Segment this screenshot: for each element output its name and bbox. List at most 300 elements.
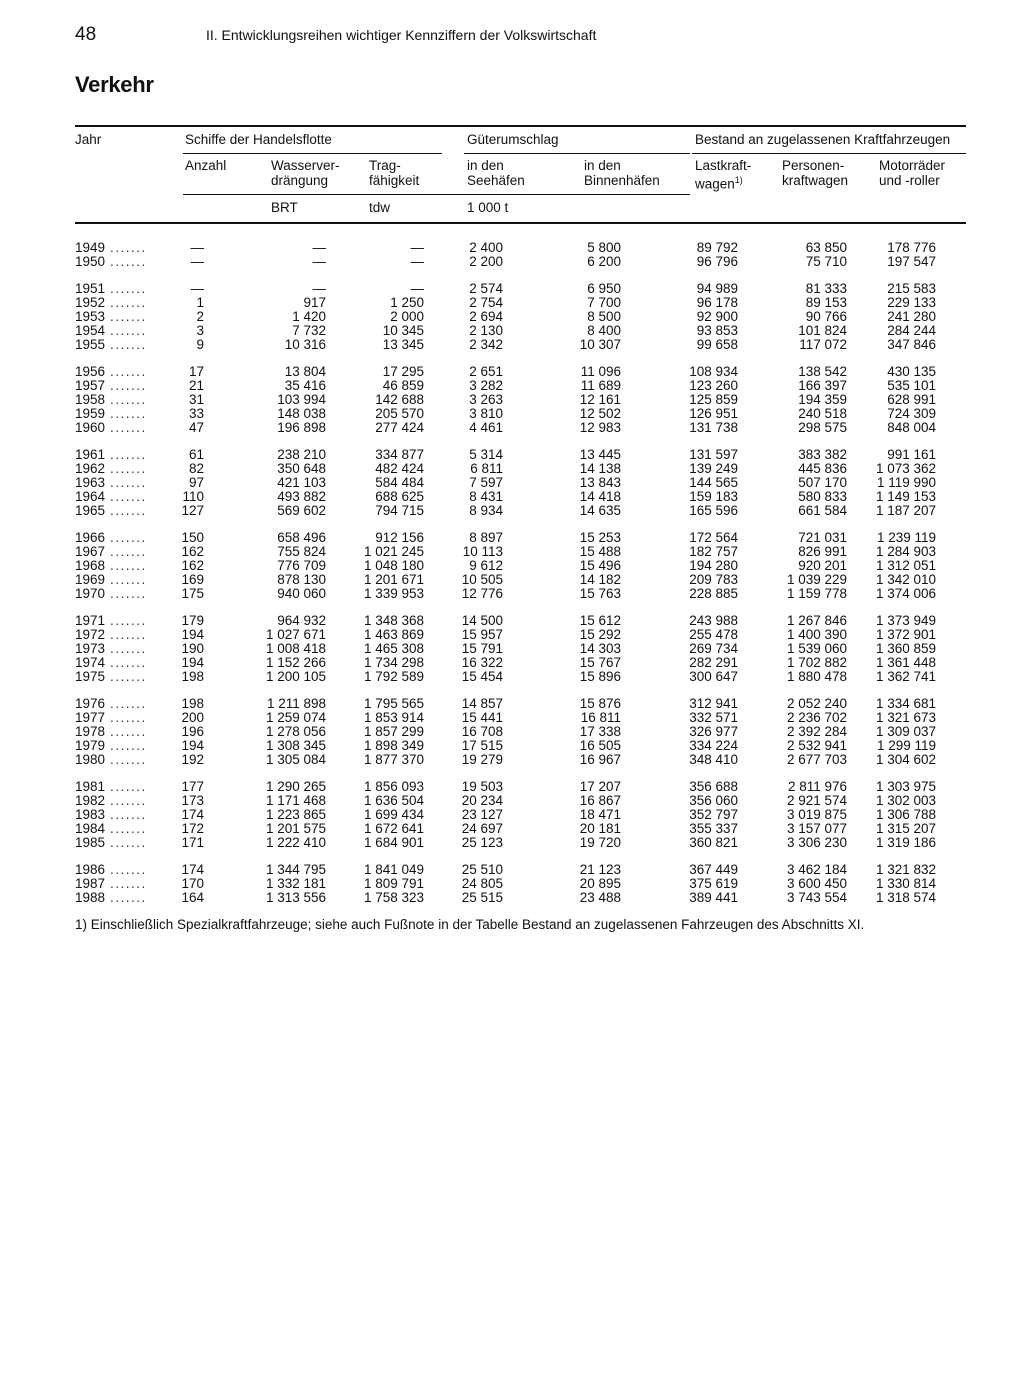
value-cell: 33 bbox=[188, 405, 204, 421]
value-cell: 96 796 bbox=[696, 253, 738, 269]
row-group bbox=[0, 780, 1024, 849]
value-cell: 126 951 bbox=[689, 405, 738, 421]
value-cell: 3 600 450 bbox=[786, 875, 847, 891]
value-cell: 332 571 bbox=[689, 709, 738, 725]
header-displacement bbox=[271, 158, 340, 188]
value-cell: 1 321 832 bbox=[875, 861, 936, 877]
leader-dots: ....... bbox=[110, 640, 147, 656]
value-cell: 90 766 bbox=[805, 309, 847, 325]
value-cell: 164 bbox=[181, 889, 204, 905]
value-cell: 347 846 bbox=[887, 336, 936, 352]
leader-dots: ....... bbox=[110, 309, 147, 325]
table-row bbox=[0, 614, 1024, 628]
table-row bbox=[0, 891, 1024, 905]
value-cell: 17 515 bbox=[461, 737, 503, 753]
value-cell: 1 308 345 bbox=[265, 737, 326, 753]
value-cell: 46 859 bbox=[382, 378, 424, 394]
year-cell: 1956 bbox=[75, 364, 106, 380]
value-cell: 794 715 bbox=[375, 502, 424, 518]
value-cell: — bbox=[190, 253, 204, 269]
value-cell: 23 127 bbox=[461, 806, 503, 822]
value-cell: 912 156 bbox=[375, 530, 424, 546]
value-cell: 507 170 bbox=[798, 474, 847, 490]
value-cell: 1 463 869 bbox=[363, 626, 424, 642]
row-group bbox=[0, 241, 1024, 269]
year-cell: 1985 bbox=[75, 834, 106, 850]
value-cell: 1 342 010 bbox=[875, 571, 936, 587]
table-row bbox=[0, 780, 1024, 794]
value-cell: 878 130 bbox=[277, 571, 326, 587]
value-cell: 103 994 bbox=[277, 392, 326, 408]
value-cell: 940 060 bbox=[277, 585, 326, 601]
value-cell: 334 224 bbox=[689, 737, 738, 753]
value-cell: 1 856 093 bbox=[363, 779, 424, 794]
header-seaports-line1: in den bbox=[467, 158, 504, 173]
table-row bbox=[0, 697, 1024, 711]
value-cell: 3 019 875 bbox=[786, 806, 847, 822]
value-cell: 584 484 bbox=[375, 474, 424, 490]
value-cell: 1 313 556 bbox=[265, 889, 326, 905]
value-cell: 15 957 bbox=[461, 626, 503, 642]
value-cell: 367 449 bbox=[689, 861, 738, 877]
value-cell: 21 123 bbox=[579, 861, 621, 877]
value-cell: 1 305 084 bbox=[265, 751, 326, 767]
value-cell: 15 292 bbox=[579, 626, 621, 642]
header-trucks bbox=[695, 158, 751, 192]
value-cell: 5 314 bbox=[469, 447, 503, 463]
year-cell: 1987 bbox=[75, 875, 106, 891]
value-cell: 1 021 245 bbox=[363, 544, 424, 560]
value-cell: 1 362 741 bbox=[875, 668, 936, 684]
value-cell: 194 359 bbox=[798, 392, 847, 408]
section-title: Verkehr bbox=[75, 72, 154, 97]
value-cell: 170 bbox=[181, 875, 204, 891]
table-row bbox=[0, 296, 1024, 310]
value-cell: 2 651 bbox=[469, 364, 503, 380]
value-cell: 117 072 bbox=[799, 336, 847, 352]
value-cell: 991 161 bbox=[887, 447, 936, 463]
value-cell: 2 677 703 bbox=[786, 751, 847, 767]
value-cell: 75 710 bbox=[805, 253, 847, 269]
value-cell: 205 570 bbox=[375, 405, 424, 421]
value-cell: 10 505 bbox=[461, 571, 503, 587]
value-cell: 171 bbox=[181, 834, 204, 850]
value-cell: 284 244 bbox=[887, 322, 936, 338]
value-cell: 658 496 bbox=[277, 530, 326, 546]
value-cell: 12 502 bbox=[579, 405, 621, 421]
footnote: 1) Einschließlich Spezialkraftfahrzeuge; siehe auch Fußnote in der Tabelle Bestand an zugelassenen Fahrzeugen des Abschnitts XI. bbox=[75, 917, 865, 932]
table-row bbox=[0, 739, 1024, 753]
value-cell: 1 334 681 bbox=[875, 696, 936, 712]
value-cell: 142 688 bbox=[375, 392, 424, 408]
value-cell: 196 898 bbox=[277, 419, 326, 435]
value-cell: 360 821 bbox=[689, 834, 738, 850]
year-cell: 1975 bbox=[75, 668, 106, 684]
leader-dots: ....... bbox=[110, 723, 147, 739]
page-number: 48 bbox=[75, 24, 97, 45]
value-cell: 15 763 bbox=[579, 585, 621, 601]
value-cell: 16 811 bbox=[580, 709, 621, 725]
table-row bbox=[0, 656, 1024, 670]
value-cell: 1 373 949 bbox=[875, 613, 936, 629]
table-row bbox=[0, 545, 1024, 559]
value-cell: 282 291 bbox=[689, 654, 738, 670]
leader-dots: ....... bbox=[110, 405, 147, 421]
leader-dots: ....... bbox=[110, 889, 147, 905]
value-cell: 1 465 308 bbox=[363, 640, 424, 656]
value-cell: 326 977 bbox=[689, 723, 738, 739]
value-cell: 13 345 bbox=[382, 336, 424, 352]
value-cell: 101 824 bbox=[798, 322, 847, 338]
year-cell: 1958 bbox=[75, 392, 106, 408]
value-cell: 1 330 814 bbox=[875, 875, 936, 891]
value-cell: — bbox=[190, 240, 204, 255]
leader-dots: ....... bbox=[110, 834, 147, 850]
value-cell: 383 382 bbox=[798, 447, 847, 463]
value-cell: 1 312 051 bbox=[875, 557, 936, 573]
value-cell: 1 200 105 bbox=[265, 668, 326, 684]
value-cell: 194 bbox=[181, 626, 204, 642]
header-trucks-line1: Lastkraft- bbox=[695, 158, 752, 173]
leader-dots: ....... bbox=[110, 392, 147, 408]
value-cell: 228 885 bbox=[689, 585, 738, 601]
value-cell: 1 073 362 bbox=[875, 461, 936, 477]
year-cell: 1981 bbox=[75, 779, 106, 794]
value-cell: — bbox=[410, 240, 424, 255]
leader-dots: ....... bbox=[110, 378, 147, 394]
value-cell: 1 318 574 bbox=[875, 889, 936, 905]
value-cell: 12 776 bbox=[461, 585, 503, 601]
value-cell: 162 bbox=[181, 544, 204, 560]
year-cell: 1963 bbox=[75, 474, 106, 490]
value-cell: 238 210 bbox=[277, 447, 326, 463]
header-capacity-line2: fähigkeit bbox=[369, 173, 420, 188]
value-cell: 4 461 bbox=[469, 419, 503, 435]
leader-dots: ....... bbox=[110, 875, 147, 891]
value-cell: 1 250 bbox=[390, 295, 424, 311]
value-cell: 2 754 bbox=[469, 295, 503, 311]
value-cell: 190 bbox=[181, 640, 204, 656]
value-cell: — bbox=[312, 281, 326, 297]
table-row bbox=[0, 559, 1024, 573]
value-cell: 1 284 903 bbox=[875, 544, 936, 560]
year-cell: 1968 bbox=[75, 557, 106, 573]
value-cell: 1 857 299 bbox=[363, 723, 424, 739]
value-cell: 1 299 119 bbox=[876, 737, 936, 753]
value-cell: 174 bbox=[181, 806, 204, 822]
table-row bbox=[0, 587, 1024, 601]
value-cell: 200 bbox=[181, 709, 204, 725]
value-cell: 1 420 bbox=[292, 309, 326, 325]
row-group bbox=[0, 448, 1024, 517]
leader-dots: ....... bbox=[110, 253, 147, 269]
value-cell: 1 211 898 bbox=[266, 696, 326, 712]
value-cell: 15 876 bbox=[579, 696, 621, 712]
value-cell: 355 337 bbox=[689, 820, 738, 836]
value-cell: 47 bbox=[188, 419, 204, 435]
year-cell: 1970 bbox=[75, 585, 106, 601]
value-cell: 255 478 bbox=[689, 626, 738, 642]
row-group bbox=[0, 614, 1024, 683]
value-cell: 350 648 bbox=[277, 461, 326, 477]
table-row bbox=[0, 407, 1024, 421]
value-cell: 2 236 702 bbox=[786, 709, 847, 725]
value-cell: 1 374 006 bbox=[875, 585, 936, 601]
value-cell: 123 260 bbox=[689, 378, 738, 394]
header-capacity-line1: Trag- bbox=[369, 158, 401, 173]
value-cell: 97 bbox=[188, 474, 204, 490]
year-cell: 1976 bbox=[75, 696, 106, 712]
header-unit-tdw: tdw bbox=[369, 200, 391, 215]
year-cell: 1986 bbox=[75, 861, 106, 877]
year-cell: 1950 bbox=[75, 253, 106, 269]
value-cell: 16 967 bbox=[579, 751, 621, 767]
value-cell: 14 303 bbox=[579, 640, 621, 656]
value-cell: 1 636 504 bbox=[363, 792, 424, 808]
value-cell: 661 584 bbox=[798, 502, 847, 518]
value-cell: 19 503 bbox=[461, 779, 503, 794]
value-cell: 1 315 207 bbox=[875, 820, 936, 836]
value-cell: 15 441 bbox=[461, 709, 503, 725]
value-cell: 8 934 bbox=[469, 502, 503, 518]
value-cell: 14 500 bbox=[461, 613, 503, 629]
value-cell: 14 418 bbox=[579, 488, 621, 504]
year-cell: 1962 bbox=[75, 461, 106, 477]
value-cell: 269 734 bbox=[689, 640, 738, 656]
value-cell: 1 360 859 bbox=[875, 640, 936, 656]
leader-dots: ....... bbox=[110, 792, 147, 808]
value-cell: 356 060 bbox=[689, 792, 738, 808]
value-cell: 13 445 bbox=[579, 447, 621, 463]
value-cell: 8 400 bbox=[587, 322, 621, 338]
header-cars bbox=[782, 158, 848, 188]
value-cell: 14 635 bbox=[579, 502, 621, 518]
value-cell: 421 103 bbox=[277, 474, 326, 490]
year-cell: 1973 bbox=[75, 640, 106, 656]
value-cell: 352 797 bbox=[689, 806, 738, 822]
leader-dots: ....... bbox=[110, 364, 147, 380]
value-cell: 2 000 bbox=[390, 309, 424, 325]
value-cell: 165 596 bbox=[689, 502, 738, 518]
header-trucks-line2-wrap bbox=[695, 173, 751, 192]
value-cell: 1 306 788 bbox=[875, 806, 936, 822]
table-row bbox=[0, 393, 1024, 407]
value-cell: 110 bbox=[182, 488, 204, 504]
value-cell: 198 bbox=[181, 668, 204, 684]
value-cell: 2 052 240 bbox=[786, 696, 847, 712]
header-unit-brt: BRT bbox=[271, 200, 298, 215]
header-capacity bbox=[369, 158, 419, 188]
value-cell: 2 532 941 bbox=[786, 737, 847, 753]
value-cell: 1 539 060 bbox=[786, 640, 847, 656]
row-group bbox=[0, 531, 1024, 600]
value-cell: 31 bbox=[188, 392, 204, 408]
value-cell: 2 200 bbox=[469, 253, 503, 269]
value-cell: 300 647 bbox=[689, 668, 738, 684]
value-cell: 1 239 119 bbox=[876, 530, 936, 546]
row-group bbox=[0, 365, 1024, 434]
value-cell: 215 583 bbox=[887, 281, 936, 297]
leader-dots: ....... bbox=[110, 447, 147, 463]
leader-dots: ....... bbox=[110, 571, 147, 587]
value-cell: 125 859 bbox=[689, 392, 738, 408]
value-cell: 35 416 bbox=[284, 378, 326, 394]
value-cell: 17 bbox=[188, 364, 204, 380]
value-cell: 20 234 bbox=[461, 792, 503, 808]
value-cell: 21 bbox=[188, 378, 204, 394]
leader-dots: ....... bbox=[110, 654, 147, 670]
table-row bbox=[0, 490, 1024, 504]
value-cell: 7 732 bbox=[292, 322, 326, 338]
value-cell: 229 133 bbox=[887, 295, 936, 311]
value-cell: 172 564 bbox=[689, 530, 738, 546]
value-cell: 277 424 bbox=[375, 419, 424, 435]
year-cell: 1978 bbox=[75, 723, 106, 739]
value-cell: 9 612 bbox=[469, 557, 503, 573]
value-cell: 94 989 bbox=[696, 281, 738, 297]
value-cell: 1 149 153 bbox=[875, 488, 936, 504]
value-cell: 3 462 184 bbox=[786, 861, 847, 877]
value-cell: 24 697 bbox=[461, 820, 503, 836]
value-cell: 1 171 468 bbox=[265, 792, 326, 808]
value-cell: 389 441 bbox=[689, 889, 738, 905]
value-cell: 99 658 bbox=[696, 336, 738, 352]
year-cell: 1980 bbox=[75, 751, 106, 767]
value-cell: 1 319 186 bbox=[875, 834, 936, 850]
header-inland-line1: in den bbox=[584, 158, 621, 173]
value-cell: 14 182 bbox=[579, 571, 621, 587]
value-cell: 174 bbox=[181, 861, 204, 877]
value-cell: 14 857 bbox=[461, 696, 503, 712]
value-cell: 1 348 368 bbox=[363, 613, 424, 629]
value-cell: 131 738 bbox=[689, 419, 738, 435]
value-cell: 108 934 bbox=[689, 364, 738, 380]
value-cell: 18 471 bbox=[579, 806, 621, 822]
table-row bbox=[0, 504, 1024, 518]
value-cell: 1 152 266 bbox=[265, 654, 326, 670]
value-cell: 826 991 bbox=[798, 544, 847, 560]
value-cell: 8 431 bbox=[469, 488, 503, 504]
leader-dots: ....... bbox=[110, 530, 147, 546]
value-cell: 1 119 990 bbox=[876, 474, 936, 490]
value-cell: 144 565 bbox=[689, 474, 738, 490]
year-cell: 1967 bbox=[75, 544, 106, 560]
value-cell: — bbox=[190, 281, 204, 297]
year-cell: 1972 bbox=[75, 626, 106, 642]
table-row bbox=[0, 670, 1024, 684]
value-cell: 10 113 bbox=[462, 544, 503, 560]
year-cell: 1957 bbox=[75, 378, 106, 394]
value-cell: 1 304 602 bbox=[875, 751, 936, 767]
value-cell: 19 279 bbox=[461, 751, 503, 767]
table-row bbox=[0, 808, 1024, 822]
leader-dots: ....... bbox=[110, 613, 147, 629]
value-cell: 179 bbox=[181, 613, 204, 629]
value-cell: 1 684 901 bbox=[363, 834, 424, 850]
leader-dots: ....... bbox=[110, 295, 147, 311]
value-cell: 1 259 074 bbox=[265, 709, 326, 725]
value-cell: 1 361 448 bbox=[875, 654, 936, 670]
value-cell: 16 505 bbox=[579, 737, 621, 753]
row-group bbox=[0, 282, 1024, 351]
value-cell: 1 332 181 bbox=[265, 875, 326, 891]
value-cell: 12 161 bbox=[579, 392, 621, 408]
row-group bbox=[0, 697, 1024, 766]
value-cell: 2 574 bbox=[469, 281, 503, 297]
value-cell: 16 867 bbox=[579, 792, 621, 808]
value-cell: 2 694 bbox=[469, 309, 503, 325]
leader-dots: ....... bbox=[110, 585, 147, 601]
running-head: II. Entwicklungsreihen wichtiger Kennziffern der Volkswirtschaft bbox=[206, 27, 597, 43]
header-group-vehicles: Bestand an zugelassenen Kraftfahrzeugen bbox=[695, 132, 951, 147]
value-cell: 1 048 180 bbox=[363, 557, 424, 573]
value-cell: 8 500 bbox=[587, 309, 621, 325]
value-cell: 688 625 bbox=[375, 488, 424, 504]
value-cell: 724 309 bbox=[887, 405, 936, 421]
value-cell: 430 135 bbox=[887, 364, 936, 380]
row-group bbox=[0, 863, 1024, 905]
value-cell: 166 397 bbox=[798, 378, 847, 394]
value-cell: 11 096 bbox=[580, 364, 621, 380]
value-cell: 14 138 bbox=[579, 461, 621, 477]
value-cell: 1 267 846 bbox=[786, 613, 847, 629]
header-displacement-line2: drängung bbox=[271, 173, 329, 188]
value-cell: 138 542 bbox=[798, 364, 847, 380]
value-cell: 1 309 037 bbox=[875, 723, 936, 739]
table-row bbox=[0, 628, 1024, 642]
table-row bbox=[0, 573, 1024, 587]
value-cell: 194 bbox=[181, 737, 204, 753]
year-cell: 1982 bbox=[75, 792, 106, 808]
value-cell: 20 895 bbox=[579, 875, 621, 891]
year-cell: 1954 bbox=[75, 322, 106, 338]
value-cell: 15 767 bbox=[579, 654, 621, 670]
value-cell: 240 518 bbox=[798, 405, 847, 421]
value-cell: 628 991 bbox=[887, 392, 936, 408]
value-cell: 13 804 bbox=[284, 364, 326, 380]
value-cell: 131 597 bbox=[689, 447, 738, 463]
table-row bbox=[0, 255, 1024, 269]
header-moto-line1: Motorräder bbox=[879, 158, 946, 173]
header-inland-line2: Binnenhäfen bbox=[584, 173, 660, 188]
value-cell: 15 488 bbox=[579, 544, 621, 560]
value-cell: 7 700 bbox=[587, 295, 621, 311]
leader-dots: ....... bbox=[110, 544, 147, 560]
value-cell: 15 612 bbox=[579, 613, 621, 629]
leader-dots: ....... bbox=[110, 474, 147, 490]
header-year: Jahr bbox=[75, 132, 102, 147]
value-cell: 6 811 bbox=[470, 461, 503, 477]
leader-dots: ....... bbox=[110, 820, 147, 836]
value-cell: 194 280 bbox=[689, 557, 738, 573]
year-cell: 1988 bbox=[75, 889, 106, 905]
value-cell: 82 bbox=[188, 461, 204, 477]
value-cell: 24 805 bbox=[461, 875, 503, 891]
units-rule bbox=[183, 194, 690, 195]
table-row bbox=[0, 324, 1024, 338]
value-cell: 1 223 865 bbox=[265, 806, 326, 822]
value-cell: 11 689 bbox=[580, 378, 621, 394]
table-row bbox=[0, 282, 1024, 296]
header-group-ships: Schiffe der Handelsflotte bbox=[185, 132, 332, 147]
value-cell: 1 672 641 bbox=[363, 820, 424, 836]
leader-dots: ....... bbox=[110, 281, 147, 297]
year-cell: 1961 bbox=[75, 447, 106, 463]
value-cell: 194 bbox=[181, 654, 204, 670]
value-cell: 776 709 bbox=[277, 557, 326, 573]
value-cell: 917 bbox=[303, 295, 326, 311]
value-cell: — bbox=[312, 240, 326, 255]
